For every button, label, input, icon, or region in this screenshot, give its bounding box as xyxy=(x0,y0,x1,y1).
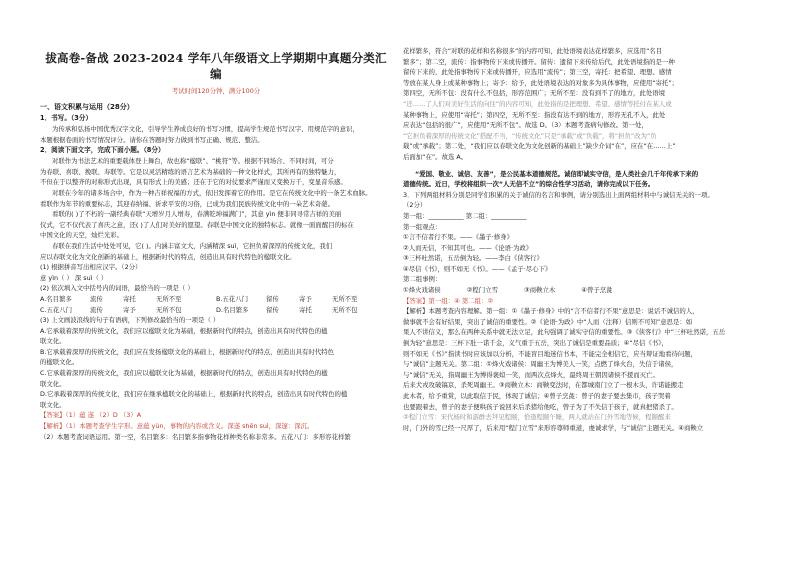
option-word: 寄托 xyxy=(123,294,136,303)
paragraph-line: 第四空，无所不包：没有什么不包括，形容范围广；无所不至：没有到不了的地方，此处语境 xyxy=(403,89,666,98)
option-word: 留传 xyxy=(266,294,279,303)
option-word: 无所不包 xyxy=(332,305,358,314)
paragraph-line: 本题根据卷面的书写情况评分。请你在答题时努力做到书写正确、规范、整洁。 xyxy=(40,135,264,144)
bold-intro-line: “爱国、敬业、诚信、友善”，是公民基本道德规范。诚信即诚实守信，是人类社会几千年传承下来的 xyxy=(415,169,699,178)
group2-option: ③商鞅立木 xyxy=(523,286,556,295)
section-heading: 一、语文积累与运用（28分） xyxy=(40,103,134,111)
paragraph-line: 春联在我们生活中处处可见，它( )。内涵丰富文大，内涵精深 suì，它担负着深厚的传统文化，我们 xyxy=(52,241,333,250)
question-score: （2分） xyxy=(403,201,427,210)
paragraph-line: 不但在于以整齐的对称形式出现，具有形式上的美感；还在于它的对仗要求严谨而又变换万千，变显音乐感。 xyxy=(40,178,347,187)
option-line: 联文化。 xyxy=(40,337,66,346)
paragraph-line: 等放在某人身上或某种事物上；寄予：给予，此处语境表达的对象多为具体事物，应使用“寄托”； xyxy=(403,78,679,87)
paragraph-line: 为春联、喜联、挽联、寿联等。它是以灵活精练的语言艺术为基础的一种文化样式，其所再有的独特魅力， xyxy=(40,167,341,176)
group2-option: ①烽火戏诸侯 xyxy=(403,286,441,295)
analysis-line xyxy=(40,421,392,432)
analysis-line: 果人不讲信义，那么在两种关系中就无法立足，此句强调了诚实守信的重要性。③《侠客行》中“三杯吐然诺，五岳 xyxy=(403,328,726,337)
option-line: B.它承载着深厚的传统文化，我们应在发扬楹联文化的基础上，根据新时代的特点，创造出具有时代特色 xyxy=(40,347,334,356)
group2-options xyxy=(403,285,755,296)
paragraph-line: “还……了人们对美好生活的向往”的内容可知，此处指的是把理想、希望、感情等托付在某人或 xyxy=(403,99,672,108)
group1-heading: 第一组观点： xyxy=(403,222,442,231)
analysis-line: 此木者，给予重赏，以此取信于民，体现了诚信；④曾子烹彘：曾子的妻子要去集市，孩子哭着 xyxy=(403,392,671,400)
analysis-line: 做事就不会有好结果，突出了诚信的重要性。②《论语·为政》中“人而（注释）信则不可知”意思是：如 xyxy=(403,317,693,326)
paragraph-line: 留传下来的，此处指事物传下来或传播开，应选用“流传”；第三空，寄托：把希望、理想、感情 xyxy=(403,68,672,77)
paragraph-line: 对联在今年的诸多场合中，作为一种吉祥祝福的方式，依旧发挥着它的作用。是它在传统文化中的一条艺术血脉。 xyxy=(52,188,372,197)
option-row xyxy=(40,305,392,316)
analysis-line: 倒为轻”意思是：三杯下肚一诺千金，义气重于五岳，突出了诚信是重要品质；④“尽信《书》， xyxy=(403,339,668,348)
option-word: 寄托 xyxy=(299,305,312,314)
option-row xyxy=(40,294,392,305)
option-line: 联文化。 xyxy=(40,379,66,388)
sub-question: (2) 依次填入文中括号内的词语，最恰当的一项是（ ） xyxy=(40,284,194,293)
question-3-heading: 3．下列两组材料分别是同学们积累的关于诚信的名言和事例，请分别选出上面两组材料中与诚信无关的一项。 xyxy=(403,190,714,199)
paragraph-line: 看联作为年节的重要标志，其迎春纳福、祈求平安的习俗，已成为我们民族传统文化中的一朵艺术奇葩。 xyxy=(40,199,334,208)
analysis-text: 【解析】（1）本题考查学生字形。意蕴 yùn，事物的内容或含义。深遂 shēn suì，深邃：深沉。 xyxy=(40,422,314,431)
option-line: C.它承载着深厚的传统文化，我们应以楹联文化为基础，根据新时代的特点，创造出具有时代特色的楹 xyxy=(40,369,328,378)
pinyin-blank-line: 意 yìn（ ） 深 suì（ ） xyxy=(40,273,108,282)
paragraph-line: 花样繁多，符合“对联的花样和名称很多”的内容可知，此处语境表达花样繁多，应选用“名目 xyxy=(403,47,663,55)
analysis-line: ②程门立雪：宋代杨时和游酢去拜见程颐，恰逢程颐午睡，两人就站在门外雪地等候，程颐醒来 xyxy=(403,413,671,422)
paragraph-line: 后面加“在”。故选 A。 xyxy=(403,152,468,161)
group2-option: ④曾子烹彘 xyxy=(581,286,613,295)
answer-line: 【答案】第一组：④ 第二组：② xyxy=(403,296,494,305)
group1-item: ①言不信者行不果。——《墨子·修身》 xyxy=(403,233,514,242)
option-word: 留传 xyxy=(266,305,279,314)
option-b: B.五花八门 xyxy=(216,294,248,303)
bold-intro-line: 道德传统。近日，学校将组织一次“人无信不立”的综合性学习活动，请你完成以下任务。 xyxy=(403,180,655,189)
option-word: 无所不至 xyxy=(332,294,358,303)
option-line: 的楹联文化。 xyxy=(40,358,79,367)
question-2-heading: 2．阅读下面文字，完成下面小题。（8分） xyxy=(40,146,165,155)
option-word: 无所不至 xyxy=(156,294,182,303)
analysis-line: （2）本题考查词语运用。第一空，名目繁多：名目繁多指事物花样种类名称非常多。五花八门：多形容花样繁 xyxy=(40,432,351,441)
analysis-line: 也要跟着去，曾子的妻子便哄孩子说回来后杀猪给他吃，曾子为了不失信于孩子，就真把猪杀了。 xyxy=(403,402,678,411)
answer-fill-line: 第一组：___________ 第二组：___________ xyxy=(403,211,527,220)
analysis-line: 与“诚信”主题无关。第二组：①烽火戏诸侯：周幽王为博美人一笑，点燃了烽火台，失信于诸侯， xyxy=(403,360,678,369)
paragraph-line: 繁多”；第二空，流传：指事物传下来或传播开。留传：遗留下来传给后代，此处语境指的是一种 xyxy=(403,57,675,66)
analysis-line: 时，门外的雪已经一尺厚了，后来用“程门立雪”来形容尊师重道，虔诚求学，与“诚信”主题无关。④商鞅立 xyxy=(403,423,704,432)
group2-heading: 第二组事例： xyxy=(403,275,442,284)
analysis-line: 与“诚信”无关，指周幽王为博得褒姒一笑，而两次点烽火，最终周王朝因诸侯不援而灭亡。 xyxy=(403,370,659,379)
group1-item: ②人而无信，不知其可也。——《论语·为政》 xyxy=(403,243,533,252)
sub-question: (1) 根据拼音写出相应汉字。（2分） xyxy=(40,263,142,272)
paragraph-line: 对联作为书法艺术的重要载体登上舞台，故也称“楹联”、“桃符”等。根据不同场合、不同时间，可分 xyxy=(52,157,334,166)
answer-line: 【答案】（1）蕴 遂 （2）D （3）A xyxy=(40,411,142,420)
group1-item: ④尽信《书》，则不如无《书》。——《孟子·尽心下》 xyxy=(403,264,552,273)
paragraph-line: 应以春联文化为文化创新的基础上，根据新时代的特点，创造出具有时代特色的楹联文化。 xyxy=(40,252,296,261)
paragraph-line: 为传承和弘扬中国优秀汉字文化，引导学生养成良好的书写习惯，提高学生规范书写汉字、用规范字的意识， xyxy=(52,125,359,133)
option-line: A.它承载着深厚的传统文化，我们应以楹联文化为基础，根据新时代的特点，创造出具有时代特色的楹 xyxy=(40,326,328,335)
analysis-line: 【解析】本题考查内容理解。第一组：①《墨子·修身》中的“言不信者行不果”意思是：说话不诚信的人， xyxy=(403,307,699,316)
option-a: A.名目繁多 xyxy=(40,294,72,303)
left-page xyxy=(40,38,392,538)
option-line: D.它承载着深厚的传统文化，我们应在继承楹联文化的基础上，根据新时代的特点，创造出具有时代特色的楹 xyxy=(40,390,348,399)
option-word: 流传 xyxy=(90,305,103,314)
group2-option: ②程门立雪 xyxy=(466,286,498,295)
paragraph-line: 中国文化的天空，灿烂光彩。 xyxy=(40,231,124,240)
analysis-line: 后来犬戎攻破镐京，杀死周幽王。③商鞅立木：商鞅变法时，在都城南门立了一根木头，许诺能搬走 xyxy=(403,381,684,390)
question-1-heading: 1．书写。（3分） xyxy=(40,114,93,122)
right-page xyxy=(403,38,755,538)
option-word: 寄予 xyxy=(299,294,312,303)
group1-item: ③三杯吐然诺，五岳倒为轻。——李白《侠客行》 xyxy=(403,254,543,263)
option-line: 联文化。 xyxy=(40,400,66,409)
analysis-line: 则不如无《书》”指读书时应该加以分析，不能盲目地迷信书本，不能完全相信它，应当辩证地看待问题， xyxy=(403,349,698,358)
paragraph-line: 仪式，它不仅代表了喜庆之意，还( )了人们对美好的愿望。春联是中国文化的独特标志。就像一面面醒目的标在 xyxy=(40,220,354,229)
document-title: 拔高卷-备战 2023-2024 学年八年级语文上学期期中真题分类汇编 xyxy=(45,51,387,81)
paragraph-line: 载”或“承载”；第二处，“我们应以春联文化为文化创新的基础上”缺少介词“在”，应在“在……上” xyxy=(403,142,676,151)
sub-question: (3) 上文画波浪线的句子有语病，下列修改最恰当的一项是（ ） xyxy=(40,316,220,325)
option-word: 寄予 xyxy=(123,305,136,314)
option-word: 无所不包 xyxy=(156,305,182,314)
paragraph-line: 看联的( )了不朽的一副经典春联“天增岁月人增寿，春满乾坤福满门”，其意 yìn 便非同寻常吉祥的美丽 xyxy=(52,210,342,219)
paragraph-line: 应表达“包括的很广”，应使用“无所不包”。故选 D。（3）本题考查病句修改。第一处， xyxy=(403,121,648,130)
paragraph-line: 某种事物上，应使用“寄托”；第四空，无所不至：指没有达不到的地方，形容无孔不入，此处 xyxy=(403,110,666,119)
option-word: 流传 xyxy=(90,294,103,303)
option-d: D.名目繁多 xyxy=(216,305,249,314)
exam-time-note: 考试时间120分钟，满分100分 xyxy=(171,87,261,95)
paragraph-line: “它担负着深厚的传统文化”搭配不当，“传统文化”只是“承载”或“负载”，将“担负”改为“负 xyxy=(403,131,657,140)
option-c: C.五花八门 xyxy=(40,305,73,314)
